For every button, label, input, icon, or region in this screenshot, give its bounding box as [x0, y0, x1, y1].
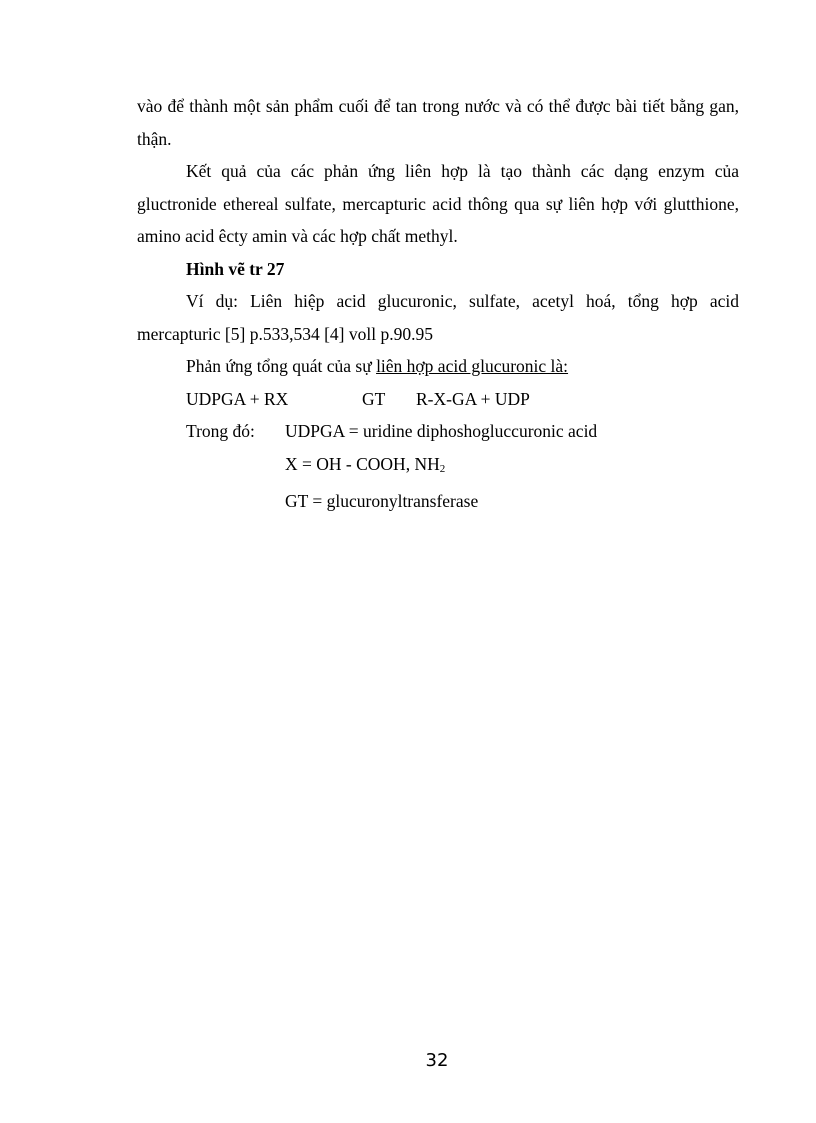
- equation-enzyme: GT: [362, 388, 386, 409]
- paragraph-continuation: vào để thành một sản phẩm cuối để tan trong nước và có thể được bài tiết bằng gan, thận.: [137, 96, 739, 149]
- paragraph-example: Ví dụ: Liên hiệp acid glucuronic, sulfate, acetyl hoá, tổng hợp acid mercapturic [5] p.533,534 [4] voll p.90.95: [137, 291, 739, 344]
- definition-x-text: X = OH - COOH, NH: [285, 453, 440, 474]
- reaction-equation: [137, 383, 739, 416]
- definition-row: [137, 415, 739, 448]
- document-body: [137, 90, 739, 518]
- definition-row: [137, 485, 739, 518]
- paragraph-general-reaction: [137, 350, 739, 383]
- equation-reactants: UDPGA + RX: [186, 388, 289, 409]
- definition-x: [285, 448, 445, 486]
- definition-row: [137, 448, 739, 486]
- figure-reference-heading: Hình vẽ tr 27: [186, 258, 285, 279]
- general-reaction-text: Phản ứng tổng quát của sự: [186, 356, 377, 376]
- definition-x-subscript: 2: [439, 462, 446, 475]
- page-number: 32: [425, 1050, 449, 1071]
- definition-gt: GT = glucuronyltransferase: [285, 491, 479, 511]
- general-reaction-underlined: liên hợp acid glucuronic là:: [376, 356, 569, 376]
- definition-udpga: UDPGA = uridine diphoshogluccuronic acid: [285, 421, 598, 441]
- definitions-label: Trong đó:: [186, 421, 255, 441]
- equation-products: R-X-GA + UDP: [416, 388, 530, 409]
- paragraph-conjugation-results: Kết quả của các phản ứng liên hợp là tạo thành các dạng enzym của gluctronide ethereal sulfate, mercapturic acid thông qua sự liên hợp với glutthione, amino acid êcty amin và các hợp chất methyl.: [137, 161, 739, 246]
